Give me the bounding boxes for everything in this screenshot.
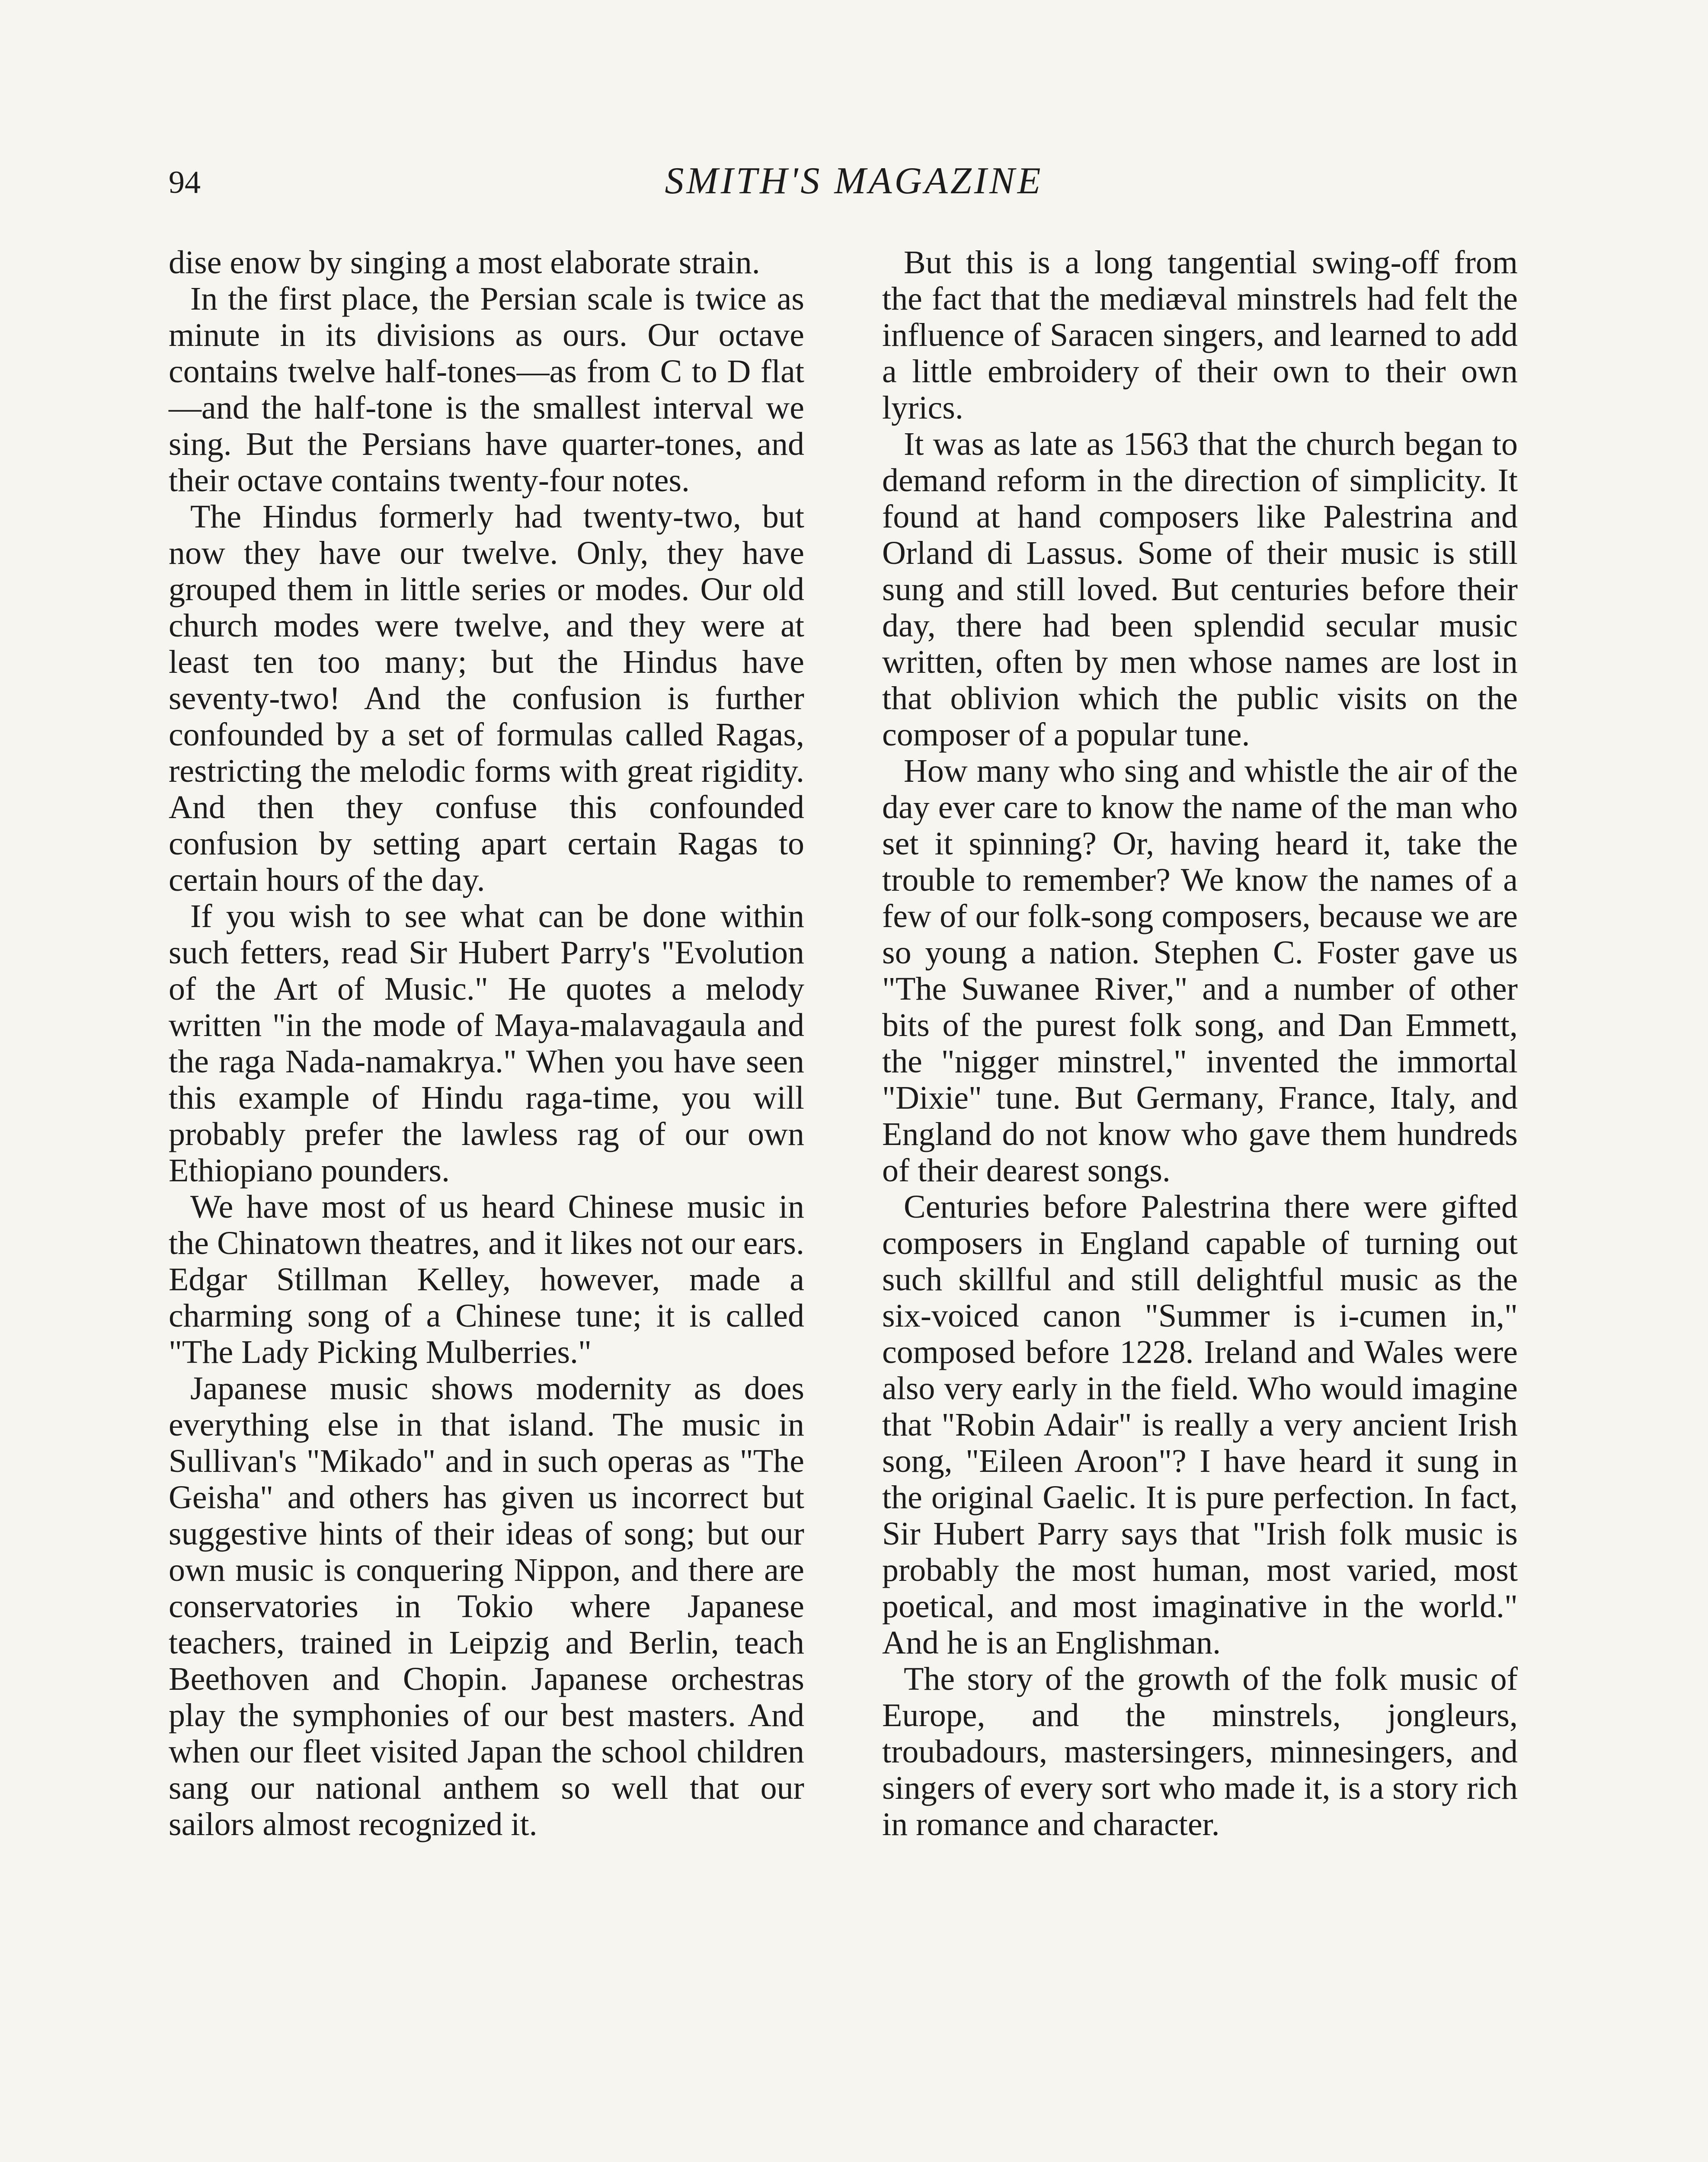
paragraph: The story of the growth of the folk music of Europe, and the minstrels, jongleurs, troubadours, mastersingers, minnesingers, and singers of every sort who made it, is a story rich in romance and character. [882,1661,1518,1842]
paragraph: dise enow by singing a most elaborate strain. [169,244,760,281]
paragraph: We have most of us heard Chinese music in the Chinatown theatres, and it likes not our ears. Edgar Stillman Kelley, however, made a charming song of a Chinese tune; it is called "The Lady Picking Mulberries." [169,1189,804,1370]
paragraph: If you wish to see what can be done within such fetters, read Sir Hubert Parry's "Evolution of the Art of Music." He quotes a melody written "in the mode of Maya-malavagaula and the raga Nada-namakrya." When you have seen this example of Hindu raga-time, you will probably prefer the lawless rag of our own Ethiopiano pounders. [169,898,804,1189]
paragraph: How many who sing and whistle the air of the day ever care to know the name of the man who set it spinning? Or, having heard it, take the trouble to remember? We know the names of a few of our folk-song composers, because we are so young a nation. Stephen C. Foster gave us "The Suwanee River," and a number of other bits of the purest folk song, and Dan Emmett, the "nigger minstrel," invented the immortal "Dixie" tune. But Germany, France, Italy, and England do not know who gave them hundreds of their dearest songs. [882,753,1518,1189]
page-number: 94 [169,165,201,200]
right-column [882,244,1518,1842]
left-column [169,244,804,1842]
paragraph: In the first place, the Persian scale is twice as minute in its divisions as ours. Our octave contains twelve half-tones—as from C to D flat—and the half-tone is the smallest interval we sing. But the Persians have quarter-tones, and their octave contains twenty-four notes. [169,281,804,499]
paragraph: Centuries before Palestrina there were gifted composers in England capable of turning out such skillful and still delightful music as the six-voiced canon "Summer is i-cumen in," composed before 1228. Ireland and Wales were also very early in the field. Who would imagine that "Robin Adair" is really a very ancient Irish song, "Eileen Aroon"? I have heard it sung in the original Gaelic. It is pure perfection. In fact, Sir Hubert Parry says that "Irish folk music is probably the most human, most varied, most poetical, and most imaginative in the world." And he is an Englishman. [882,1189,1518,1661]
paragraph: It was as late as 1563 that the church began to demand reform in the direction of simplicity. It found at hand composers like Palestrina and Orland di Lassus. Some of their music is still sung and still loved. But centuries before their day, there had been splendid secular music written, often by men whose names are lost in that oblivion which the public visits on the composer of a popular tune. [882,426,1518,753]
paragraph: The Hindus formerly had twenty-two, but now they have our twelve. Only, they have grouped them in little series or modes. Our old church modes were twelve, and they were at least ten too many; but the Hindus have seventy-two! And the confusion is further confounded by a set of formulas called Ragas, restricting the melodic forms with great rigidity. And then they confuse this confounded confusion by setting apart certain Ragas to certain hours of the day. [169,499,804,898]
running-head: SMITH'S MAGAZINE [665,160,1043,202]
paragraph: Japanese music shows modernity as does everything else in that island. The music in Sullivan's "Mikado" and in such operas as "The Geisha" and others has given us incorrect but suggestive hints of their ideas of song; but our own music is conquering Nippon, and there are conservatories in Tokio where Japanese teachers, trained in Leipzig and Berlin, teach Beethoven and Chopin. Japanese orchestras play the symphonies of our best masters. And when our fleet visited Japan the school children sang our national anthem so well that our sailors almost recognized it. [169,1370,804,1842]
paragraph: But this is a long tangential swing-off from the fact that the mediæval minstrels had felt the influence of Saracen singers, and learned to add a little embroidery of their own to their own lyrics. [882,244,1518,426]
